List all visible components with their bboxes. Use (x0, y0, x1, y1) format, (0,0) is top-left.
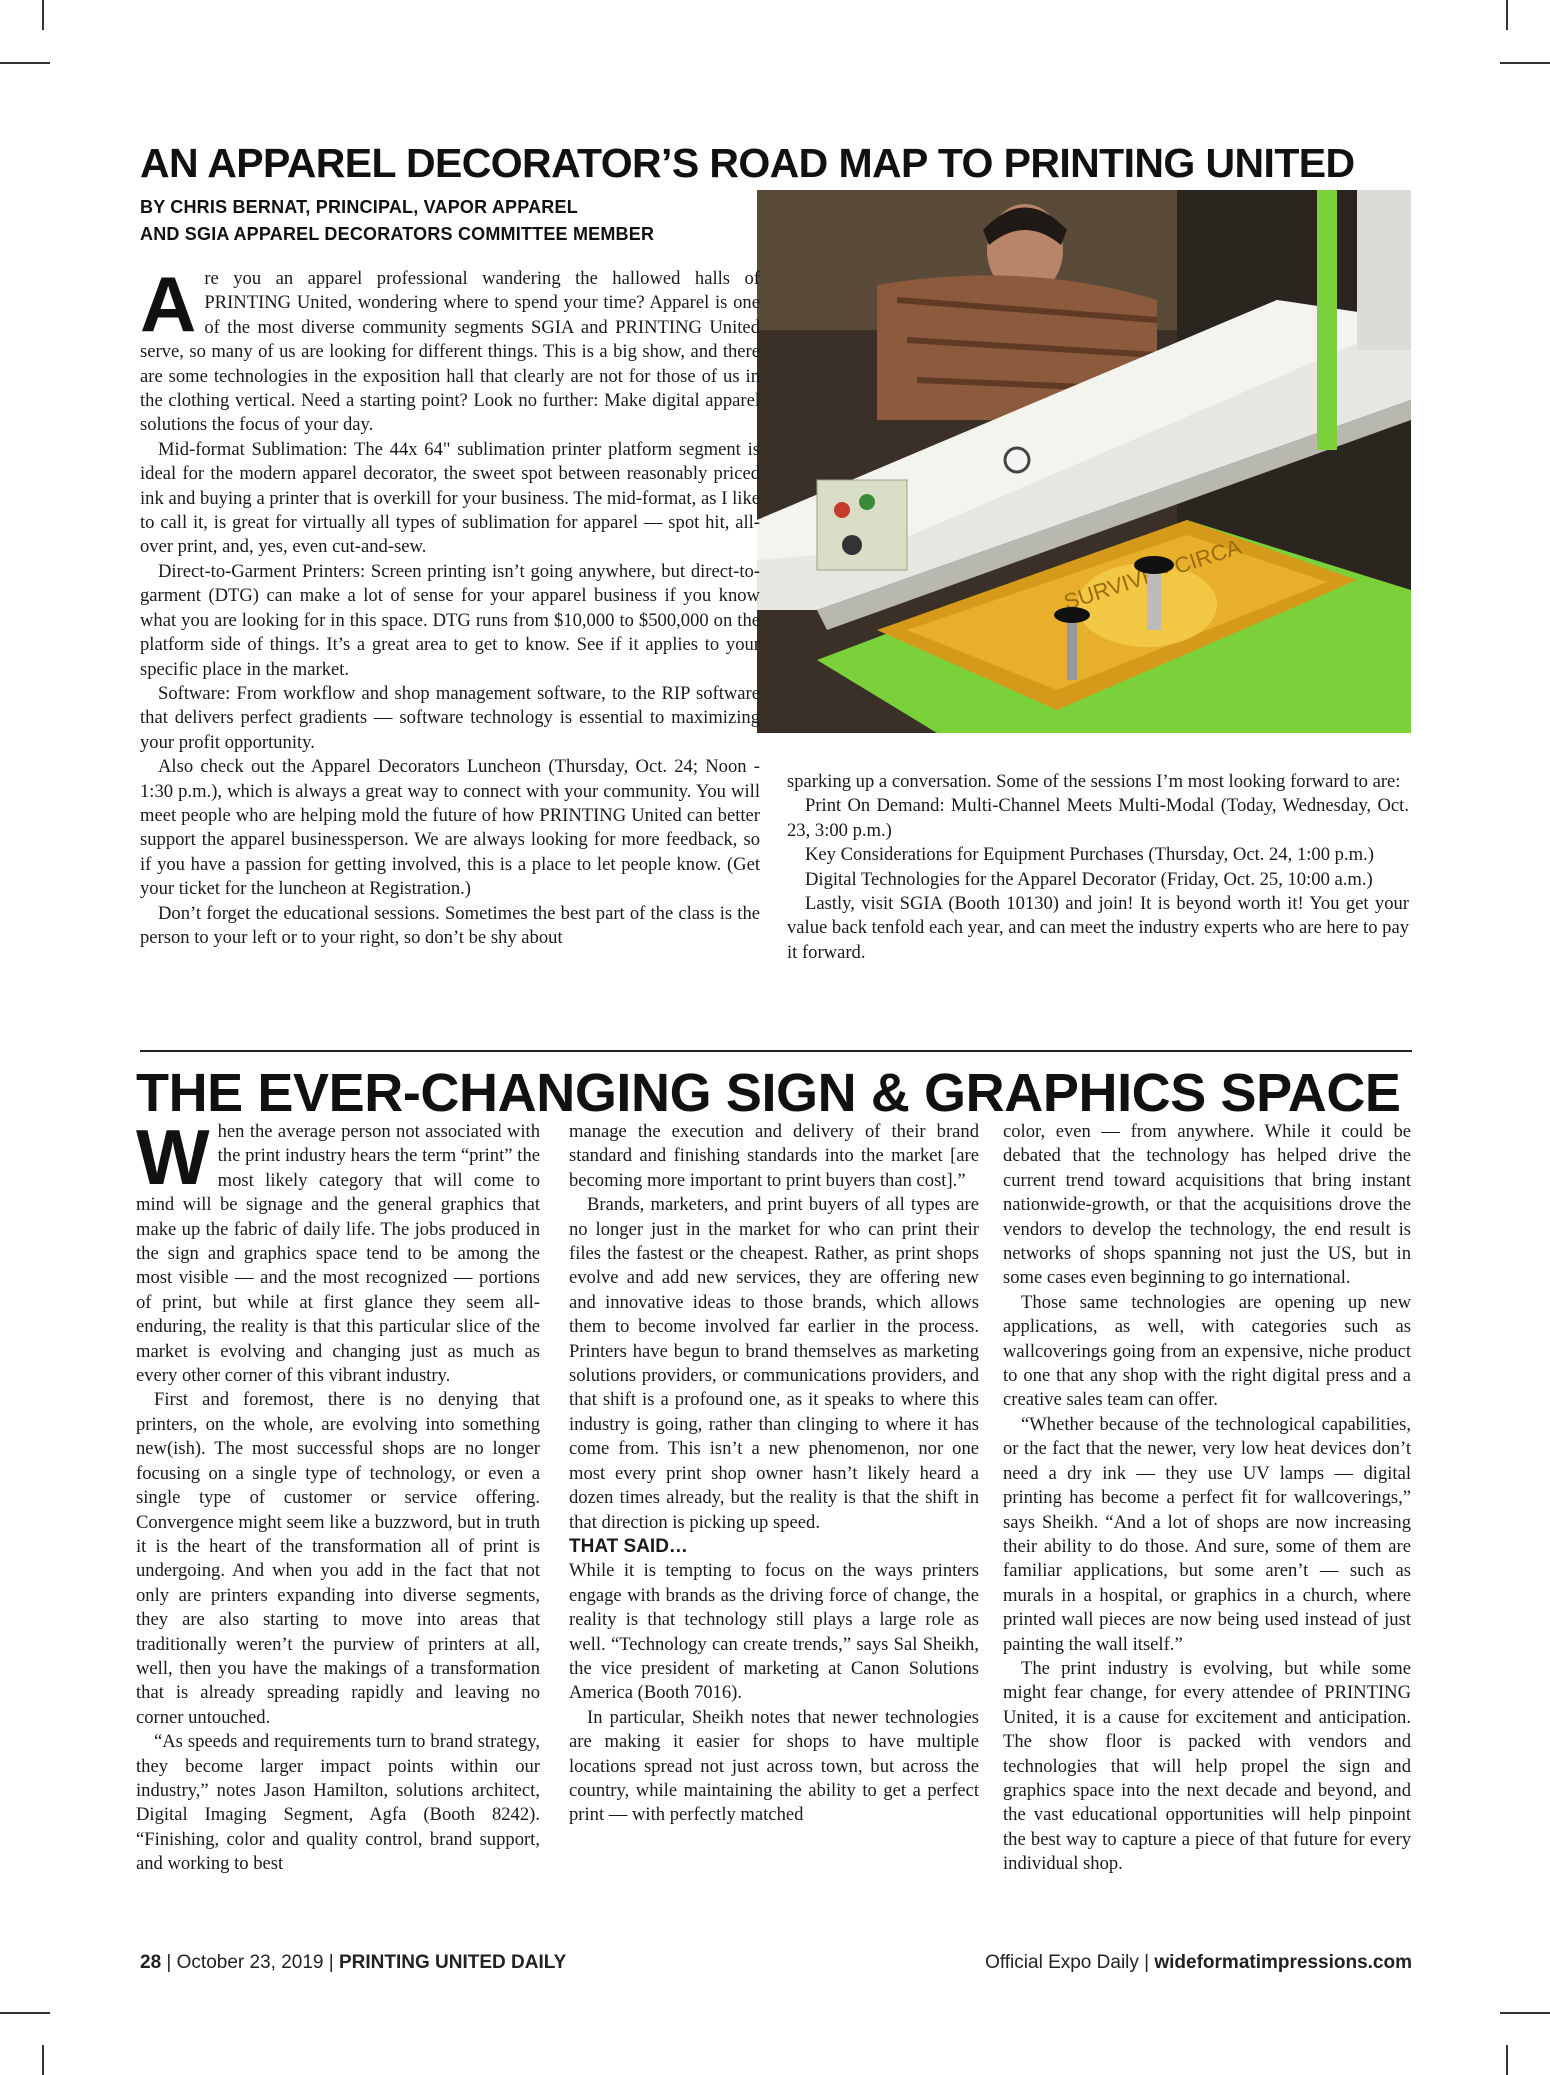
photo-illustration (757, 190, 1411, 733)
article2-column-2 (569, 1120, 979, 1828)
article2-headline: THE EVER-CHANGING SIGN & GRAPHICS SPACE (136, 1063, 1401, 1123)
byline-line-2: AND SGIA APPAREL DECORATORS COMMITTEE MEMBER (140, 224, 655, 244)
article2-column-1 (136, 1113, 540, 1877)
session-listing: Key Considerations for Equipment Purchases (Thursday, Oct. 24, 1:00 p.m.) (805, 844, 1374, 866)
article1-paragraph: Don’t forget the educational sessions. Sometimes the best part of the class is the person to your left or to your right, so don’t be shy about (140, 902, 760, 948)
footer-website: wideformatimpressions.com (1154, 1952, 1412, 1973)
drop-cap: W (136, 1113, 210, 1201)
article1-paragraph: Also check out the Apparel Decorators Luncheon (Thursday, Oct. 24; Noon - 1:30 p.m.), which is always a great way to connect with your community. You will meet people who are helping mold the future of how PRINTING United can better support the apparel businessperson. We are always looking for more feedback, so if you have a passion for getting involved, this is a place to let people know. (Get your ticket for the luncheon at Registration.) (140, 756, 760, 900)
section-divider (140, 1050, 1412, 1052)
article2-paragraph: First and foremost, there is no denying that printers, on the whole, are evolving into something new(ish). The most successful shops are no longer focusing on a single type of technology, or even a single type of customer or service offering. Convergence might seem like a buzzword, but in truth it is the heart of the transformation all of print is undergoing. And when you add in the fact that not only are printers expanding into diverse segments, they are also starting to move into areas that traditionally weren’t the purview of printers at all, well, then you have the makings of a transformation that is already spreading rapidly and leaving no corner untouched. (136, 1389, 540, 1728)
paragraph-text: re you an apparel professional wandering the hallowed halls of PRINTING United, wondering where to spend your time? Apparel is one of the most diverse community segments SGIA and PRINTING United serve, so many of us are looking for different things. This is a big show, and there are some technologies in the exposition hall that clearly are not for those of us in the clothing vertical. Need a starting point? Look no further: Make digital apparel solutions the focus of your day. (140, 268, 760, 436)
session-listing: Print On Demand: Multi-Channel Meets Multi-Modal (Today, Wednesday, Oct. 23, 3:00 p.m.) (787, 795, 1409, 841)
article2-paragraph: Brands, marketers, and print buyers of all types are no longer just in the market for who can print their files the fastest or the cheapest. Rather, as print shops evolve and add new services, they are offering new and innovative ideas to those brands, which allows them to become involved far earlier in the process. Printers have begun to brand themselves as marketing solutions providers, or communications providers, and that shift is a profound one, as it speaks to where this industry is going, rather than clinging to where it has come from. This isn’t a new phenomenon, nor one most every print shop owner hasn’t likely heard a dozen times already, but the reality is that the shift in that direction is picking up speed. (569, 1194, 979, 1533)
article1-paragraph: Mid-format Sublimation: The 44x 64" sublimation printer platform segment is ideal for the modern apparel decorator, the sweet spot between reasonably priced ink and buying a printer that is overkill for your business. The mid-format, as I like to call it, is great for virtually all types of sublimation for apparel — spot hit, all-over print, and, yes, even cut-and-sew. (140, 438, 760, 558)
screen-print-text: SURVIVE CIRCA (1060, 533, 1245, 615)
article2-paragraph (136, 1113, 540, 1388)
publication-name: PRINTING UNITED DAILY (338, 1952, 567, 1973)
article1-byline (140, 194, 760, 248)
article2-paragraph: While it is tempting to focus on the ways printers engage with brands as the driving force of change, the reality is that technology still plays a large role as well. “Technology can create trends,” says Sal Sheikh, the vice president of marketing at Canon Solutions America (Booth 7016). (569, 1560, 979, 1704)
article2-paragraph: color, even — from anywhere. While it could be debated that the technology has helped drive the current trend toward acquisitions that bring instant nationwide-growth, or that the acquisitions drove the vendors to develop the technology, the end result is networks of shops spanning not just the US, but in some cases even beginning to go international. (1003, 1121, 1411, 1289)
article2-paragraph: manage the execution and delivery of their brand standard and finishing standards into the market [are becoming more important to print buyers than cost].” (569, 1121, 979, 1191)
article1-paragraph: Direct-to-Garment Printers: Screen printing isn’t going anywhere, but direct-to-garment (DTG) can make a lot of sense for your apparel business if you know what you are looking for in this space. DTG runs from $10,000 to $500,000 on the platform side of things. It’s a great area to get to know. See if it applies to your specific place in the market. (140, 560, 760, 680)
article1-paragraph: Lastly, visit SGIA (Booth 10130) and join! It is beyond worth it! You get your value back tenfold each year, and can meet the industry experts who are here to pay it forward. (787, 893, 1409, 963)
article2-paragraph: The print industry is evolving, but while some might fear change, for every attendee of PRINTING United, it is a cause for excitement and anticipation. The show floor is packed with vendors and technologies that will help propel the sign and graphics space into the next decade and beyond, and the vast educational opportunities will help pinpoint the best way to capture a piece of that future for every individual shop. (1003, 1657, 1411, 1875)
footer-date: | October 23, 2019 | (161, 1952, 339, 1973)
article1-headline: AN APPAREL DECORATOR’S ROAD MAP TO PRINTING UNITED (140, 140, 1355, 186)
paragraph-text: hen the average person not associated with the print industry hears the term “print” the most likely category that will come to mind will be signage and the general graphics that make up the fabric of daily life. The jobs produced in the sign and graphics space tend to be among the most visible — and the most recognized — portions of print, but while at first glance they seem all-enduring, the reality is that this particular slice of the market is evolving and changing just as much as every other corner of this vibrant industry. (136, 1121, 540, 1387)
screen-printing-photo (757, 190, 1411, 733)
crop-mark (0, 62, 50, 64)
crop-mark (42, 0, 44, 30)
session-listing: Digital Technologies for the Apparel Decorator (Friday, Oct. 25, 10:00 a.m.) (805, 868, 1373, 890)
crop-mark (1506, 0, 1508, 30)
crop-mark (1500, 62, 1550, 64)
footer-expo: Official Expo Daily | (985, 1952, 1155, 1973)
article1-column-right (787, 770, 1409, 965)
article1-paragraph (140, 260, 760, 438)
page-number: 28 (140, 1952, 162, 1973)
article2-paragraph: In particular, Sheikh notes that newer technologies are making it easier for shops to have multiple locations spread not just across town, but across the country, while maintaining the ability to get a perfect print — with perfectly matched (569, 1706, 979, 1826)
crop-mark (1506, 2045, 1508, 2075)
crop-mark (42, 2045, 44, 2075)
byline-line-1: BY CHRIS BERNAT, PRINCIPAL, VAPOR APPAREL (140, 197, 578, 217)
crop-mark (0, 2012, 50, 2014)
footer-left (140, 1952, 566, 1974)
article2-subhead: THAT SAID… (569, 1535, 688, 1557)
drop-cap: A (140, 260, 197, 348)
article1-column-left (140, 260, 760, 950)
article2-paragraph: “Whether because of the technological capabilities, or the fact that the newer, very low heat devices don’t need a dry ink — they use UV lamps — digital printing has become a perfect fit for wallcoverings,” says Sheikh. “And a lot of shops are now increasing their ability to do those. And sure, some of them are familiar applications, but some aren’t — such as murals in a hospital, or graphics in a church, where printed wall pieces are now being used instead of just painting the wall itself.” (1003, 1413, 1411, 1655)
article2-paragraph: “As speeds and requirements turn to brand strategy, they become larger impact points within our industry,” notes Jason Hamilton, solutions architect, Digital Imaging Segment, Agfa (Booth 8242). “Finishing, color and quality control, brand support, and working to best (136, 1731, 540, 1875)
article1-paragraph: sparking up a conversation. Some of the sessions I’m most looking forward to are: (787, 771, 1401, 792)
article2-column-3 (1003, 1120, 1411, 1877)
crop-mark (1500, 2012, 1550, 2014)
footer-right (985, 1952, 1412, 1974)
article2-paragraph: Those same technologies are opening up new applications, as well, with categories such as wallcoverings going from an expensive, niche product to one that any shop with the right digital press and a creative sales team can offer. (1003, 1291, 1411, 1411)
article1-paragraph: Software: From workflow and shop management software, to the RIP software that delivers perfect gradients — software technology is essential to maximizing your profit opportunity. (140, 682, 760, 753)
